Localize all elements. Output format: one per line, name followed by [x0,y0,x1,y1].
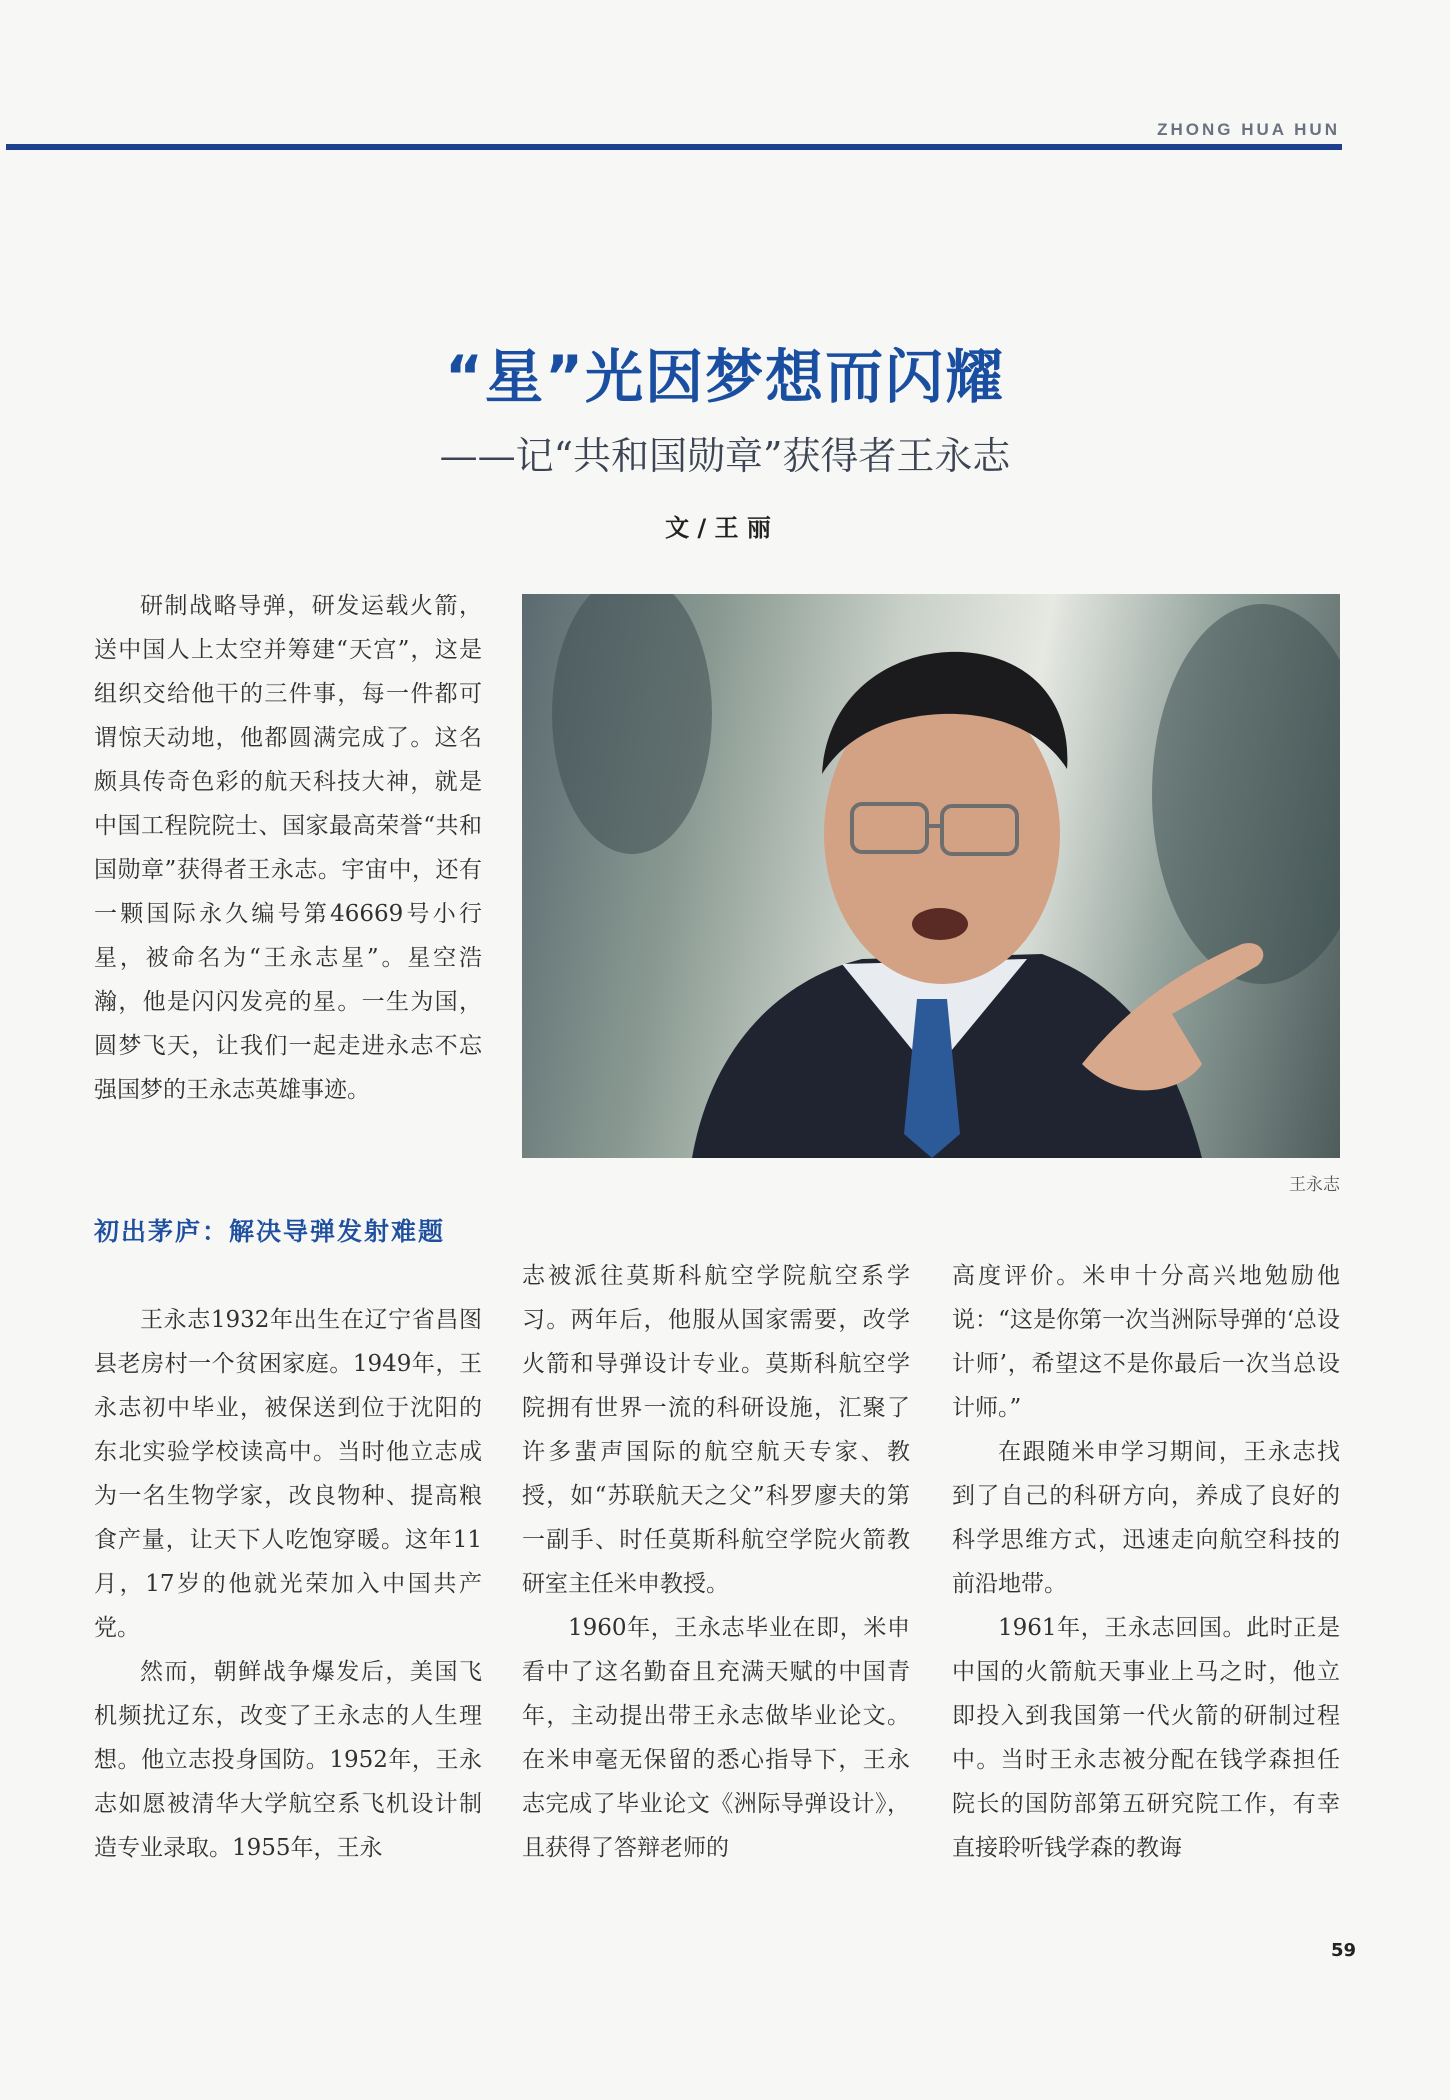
body-paragraph: 高度评价。米申十分高兴地勉励他说：“这是你第一次当洲际导弹的‘总设计师’，希望这不是你最后一次当总设计师。” [952,1263,1340,1421]
article-subtitle: ——记“共和国勋章”获得者王永志 [439,434,1011,478]
body-paragraph: 然而，朝鲜战争爆发后，美国飞机频扰辽东，改变了王永志的人生理想。他立志投身国防。1952年，王永志如愿被清华大学航空系飞机设计制造专业录取。1955年，王永 [94,1659,482,1861]
section-heading: 初出茅庐：解决导弹发射难题 [94,1217,446,1246]
photo-caption: 王永志 [1289,1175,1340,1195]
body-paragraph: 志被派往莫斯科航空学院航空系学习。两年后，他服从国家需要，改学火箭和导弹设计专业。莫斯科航空学院拥有世界一流的科研设施，汇聚了许多蜚声国际的航空航天专家、教授，如“苏联航天之父”科罗廖夫的第一副手、时任莫斯科航空学院火箭教研室主任米申教授。 [522,1263,910,1597]
body-paragraph: 王永志1932年出生在辽宁省昌图县老房村一个贫困家庭。1949年，王永志初中毕业，被保送到位于沈阳的东北实验学校读高中。当时他立志成为一名生物学家，改良物种、提高粮食产量，让天下人吃饱穿暖。这年11月，17岁的他就光荣加入中国共产党。 [94,1307,482,1641]
body-paragraph: 在跟随米申学习期间，王永志找到了自己的科研方向，养成了良好的科学思维方式，迅速走向航空科技的前沿地带。 [952,1439,1340,1597]
body-paragraph: 1961年，王永志回国。此时正是中国的火箭航天事业上马之时，他立即投入到我国第一代火箭的研制过程中。当时王永志被分配在钱学森担任院长的国防部第五研究院工作，有幸直接聆听钱学森的教诲 [952,1615,1340,1861]
body-column-2 [522,1254,910,1870]
body-paragraph: 1960年，王永志毕业在即，米申看中了这名勤奋且充满天赋的中国青年，主动提出带王永志做毕业论文。在米申毫无保留的悉心指导下，王永志完成了毕业论文《洲际导弹设计》，且获得了答辩老师的 [522,1615,910,1861]
page-number: 59 [1330,1940,1356,1961]
intro-paragraph: 研制战略导弹，研发运载火箭，送中国人上太空并筹建“天宫”，这是组织交给他干的三件事，每一件都可谓惊天动地，他都圆满完成了。这名颇具传奇色彩的航天科技大神，就是中国工程院院士、国家最高荣誉“共和国勋章”获得者王永志。宇宙中，还有一颗国际永久编号第46669号小行星，被命名为“王永志星”。星空浩瀚，他是闪闪发亮的星。一生为国，圆梦飞天，让我们一起走进永志不忘强国梦的王永志英雄事迹。 [94,593,482,1103]
header-rule [6,144,1342,150]
article-title: “星”光因梦想而闪耀 [444,343,1006,411]
body-column-1 [94,1298,482,1870]
body-column-3 [952,1254,1340,1870]
article-byline: 文 / 王 丽 [665,514,771,542]
portrait-illustration [522,594,1340,1158]
portrait-photo [522,594,1340,1158]
magazine-label: ZHONG HUA HUN [1157,120,1340,139]
